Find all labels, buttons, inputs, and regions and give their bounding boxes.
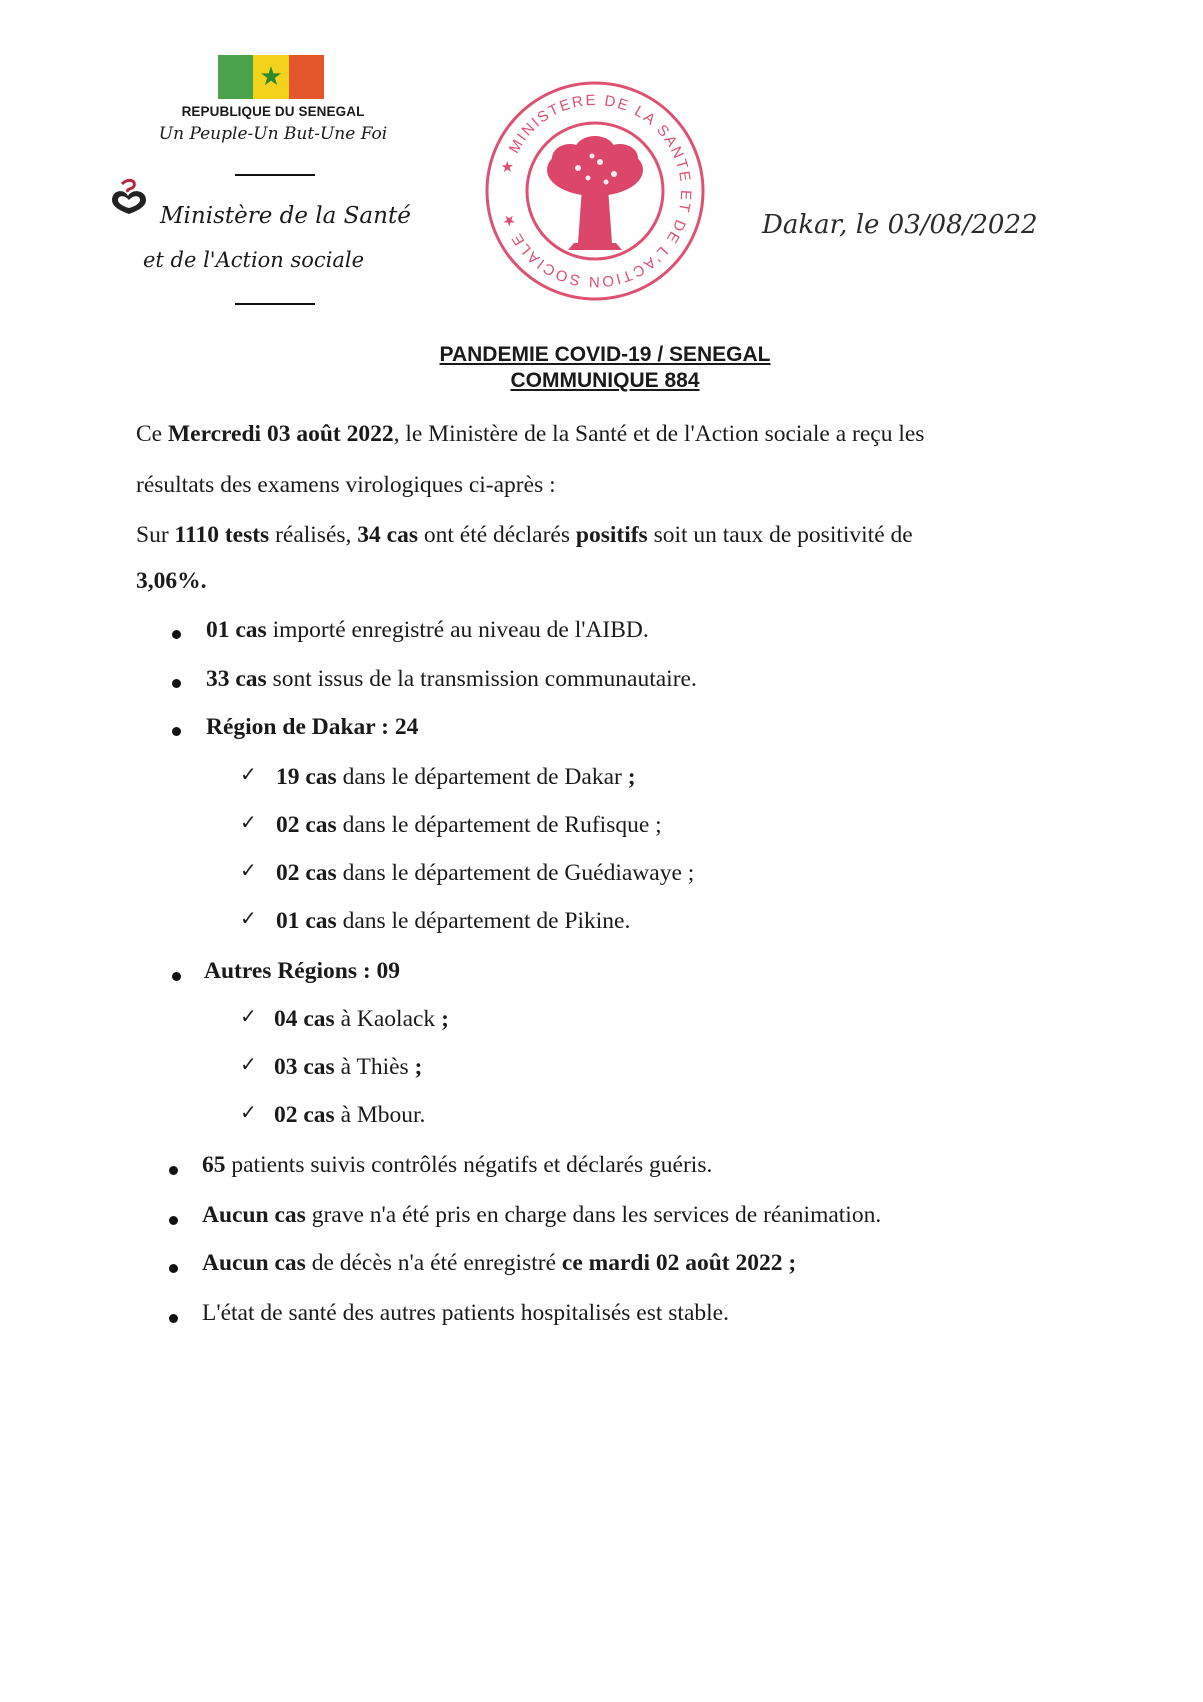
national-motto: Un Peuple-Un But-Une Foi [158, 124, 388, 144]
intro-line-1 [136, 421, 924, 448]
intro-line-2: résultats des examens virologiques ci-après : [136, 472, 556, 498]
intro-line-3 [136, 522, 913, 549]
tests-count: 1110 tests [174, 522, 270, 548]
case-end: ; [414, 1054, 423, 1080]
intro-date-bold: Mercredi 03 août 2022 [167, 421, 394, 447]
community-count: 33 cas [206, 666, 267, 692]
recovered-count: 65 [202, 1152, 226, 1178]
intro-text: Ce [136, 421, 168, 447]
list-item-severe [202, 1202, 881, 1229]
senegal-flag [218, 55, 324, 99]
bullet-icon [172, 972, 181, 981]
positivity-rate: 3,06%. [136, 568, 207, 594]
intro-text: Sur [136, 522, 175, 548]
other-item-mbour [274, 1102, 425, 1129]
case-end: ; [441, 1006, 449, 1032]
intro-text: soit un taux de positivité de [647, 522, 913, 548]
list-item-imported [206, 617, 649, 644]
case-count: 19 cas [276, 764, 337, 790]
checkmark-icon: ✓ [240, 906, 257, 930]
intro-text: réalisés, [269, 522, 358, 548]
case-text: à Kaolack [334, 1006, 442, 1032]
checkmark-icon: ✓ [240, 1004, 257, 1028]
flag-red-band [289, 55, 324, 99]
recovered-text: patients suivis contrôlés négatifs et déclarés guéris. [225, 1152, 713, 1178]
bullet-icon [169, 1166, 178, 1175]
case-count: 04 cas [274, 1006, 335, 1032]
list-item-other-regions [204, 958, 400, 985]
checkmark-icon: ✓ [240, 762, 257, 786]
ministry-name-line2: et de l'Action sociale [143, 248, 365, 272]
community-text: sont issus de la transmission communautaire. [266, 666, 697, 692]
bullet-icon [169, 1264, 178, 1273]
communique-number: COMMUNIQUE 884 [510, 369, 700, 392]
positive-cases-count: 34 cas [357, 522, 418, 548]
divider-top [235, 174, 315, 176]
flag-green-band [218, 55, 253, 99]
svg-text:★ MINISTERE DE LA SANTE ET DE: ★ MINISTERE DE LA SANTE ET DE L'ACTION SOCIALE ★ [497, 91, 695, 291]
other-regions-label: Autres Régions [204, 958, 357, 984]
document-date: Dakar, le 03/08/2022 [762, 210, 1038, 240]
deaths-date: ce mardi 02 août 2022 ; [561, 1250, 797, 1276]
dakar-item-dakar [276, 764, 636, 791]
intro-text: ont été déclarés [417, 522, 576, 548]
checkmark-icon: ✓ [240, 1100, 257, 1124]
checkmark-icon: ✓ [240, 810, 257, 834]
list-item-stable: L'état de santé des autres patients hospitalisés est stable. [202, 1300, 729, 1326]
case-count: 01 cas [276, 908, 337, 934]
divider-bottom [235, 303, 315, 305]
flag-yellow-band [253, 55, 288, 99]
imported-count: 01 cas [206, 617, 267, 643]
other-item-thies [274, 1054, 422, 1081]
dakar-item-rufisque [276, 812, 662, 839]
imported-text: importé enregistré au niveau de l'AIBD. [266, 617, 649, 643]
other-item-kaolack [274, 1006, 449, 1033]
positive-label: positifs [575, 522, 648, 548]
case-text: dans le département de Rufisque ; [336, 812, 662, 838]
ministry-logo-icon [106, 178, 152, 216]
case-text: à Thiès [334, 1054, 415, 1080]
ministry-seal [482, 78, 708, 304]
list-item-deaths [202, 1250, 796, 1277]
bullet-icon [172, 727, 181, 736]
document-title: PANDEMIE COVID-19 / SENEGAL [439, 343, 771, 366]
case-count: 02 cas [276, 860, 337, 886]
case-text: dans le département de Dakar [336, 764, 628, 790]
bullet-icon [172, 679, 181, 688]
checkmark-icon: ✓ [240, 1052, 257, 1076]
dakar-item-pikine [276, 908, 630, 935]
case-text: à Mbour. [334, 1102, 426, 1128]
list-item-dakar-region: Région de Dakar : 24 [206, 714, 419, 740]
ministry-name-line1: Ministère de la Santé [160, 203, 411, 229]
severe-text: grave n'a été pris en charge dans les services de réanimation. [305, 1202, 882, 1228]
severe-count: Aucun cas [202, 1202, 306, 1228]
list-item-community [206, 666, 697, 693]
case-count: 02 cas [276, 812, 337, 838]
checkmark-icon: ✓ [240, 858, 257, 882]
case-end: ; [627, 764, 636, 790]
dakar-item-guediawaye [276, 860, 694, 887]
case-text: dans le département de Pikine. [336, 908, 631, 934]
case-text: dans le département de Guédiawaye ; [336, 860, 695, 886]
baobab-tree-icon [547, 136, 643, 250]
case-count: 03 cas [274, 1054, 335, 1080]
deaths-count: Aucun cas [202, 1250, 306, 1276]
intro-text: , le Ministère de la Santé et de l'Action sociale a reçu les [393, 421, 925, 447]
bullet-icon [169, 1216, 178, 1225]
country-name: REPUBLIQUE DU SENEGAL [181, 104, 365, 119]
bullet-icon [172, 630, 181, 639]
other-regions-value: : 09 [356, 958, 401, 984]
case-count: 02 cas [274, 1102, 335, 1128]
star-icon: ★ [259, 62, 283, 92]
bullet-icon [169, 1314, 178, 1323]
list-item-recovered [202, 1152, 712, 1179]
deaths-text: de décès n'a été enregistré [305, 1250, 562, 1276]
